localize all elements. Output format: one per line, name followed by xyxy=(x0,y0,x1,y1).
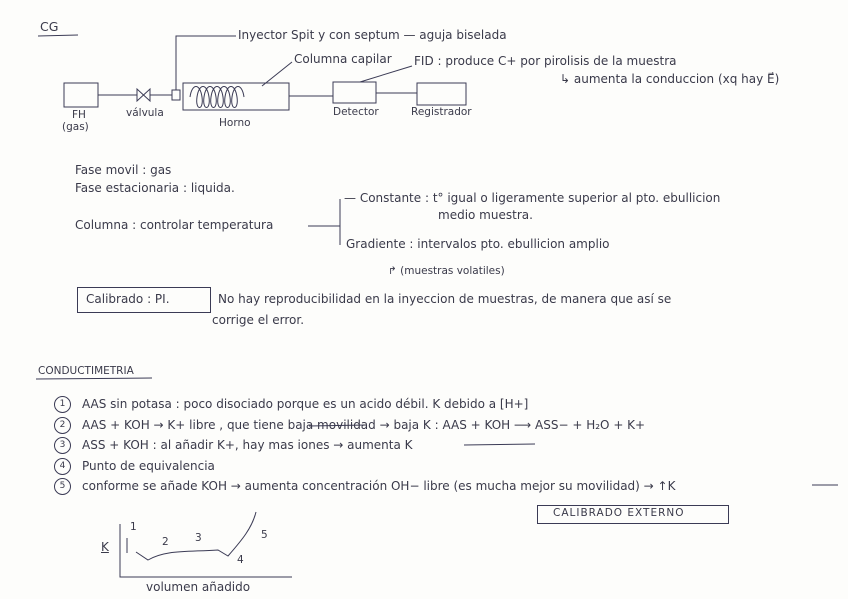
recorder-box xyxy=(417,83,466,105)
plot-xlabel: volumen añadido xyxy=(146,580,251,594)
fid-leader-line xyxy=(360,66,412,82)
item-4-text: Punto de equivalencia xyxy=(82,459,215,473)
item-2-number: 2 xyxy=(54,417,71,434)
fid-note-annotation: ↳ aumenta la conduccion (xq hay E⃗) xyxy=(560,72,780,86)
injector-annotation: Inyector Spit y con septum — aguja biselada xyxy=(238,28,507,42)
plot-marker-1: 1 xyxy=(130,521,137,533)
calibration-text-line2: corrige el error. xyxy=(212,313,305,327)
item-1-text: AAS sin potasa : poco disociado porque es un acido débil. K debido a [H+] xyxy=(82,397,529,411)
aumenta-k-underline xyxy=(464,444,535,445)
fid-annotation: FID : produce C+ por pirolisis de la muestra xyxy=(414,54,677,68)
cg-heading-underline xyxy=(38,35,78,36)
item-3-number: 3 xyxy=(54,437,71,454)
conductimetria-heading-underline xyxy=(36,378,152,379)
fh-box xyxy=(64,83,98,107)
detector-label: Detector xyxy=(333,106,379,118)
calibration-box-label: Calibrado : PI. xyxy=(86,292,170,306)
mobile-phase-text: Fase movil : gas xyxy=(75,163,172,177)
capillary-column-coil xyxy=(190,87,244,108)
plot-marker-3: 3 xyxy=(195,532,202,544)
calibration-text-line1: No hay reproducibilidad en la inyeccion de muestras, de manera que así se xyxy=(218,292,672,306)
plot-ylabel: K xyxy=(101,540,109,554)
plot-marker-2: 2 xyxy=(162,536,169,548)
column-annotation: Columna capilar xyxy=(294,52,392,66)
gradient-temperature-text: Gradiente : intervalos pto. ebullicion amplio xyxy=(346,237,610,251)
valve-icon xyxy=(137,89,150,101)
fh-label: FH xyxy=(72,109,86,121)
valve-label: válvula xyxy=(126,107,164,119)
volatile-samples-note: ↱ (muestras volatiles) xyxy=(388,265,505,277)
injector-icon xyxy=(172,90,180,100)
fh-gas-label: (gas) xyxy=(62,121,89,133)
conductimetria-heading: CONDUCTIMETRIA xyxy=(38,365,134,377)
stationary-phase-text: Fase estacionaria : liquida. xyxy=(75,181,235,195)
constant-temperature-cont: medio muestra. xyxy=(438,208,533,222)
injector-leader-line xyxy=(176,36,236,90)
recorder-label: Registrador xyxy=(411,106,472,118)
external-calibration-label: CALIBRADO EXTERNO xyxy=(553,507,685,519)
column-leader-line xyxy=(262,62,292,86)
item-5-number: 5 xyxy=(54,478,71,495)
item-3-text: ASS + KOH : al añadir K+, hay mas iones → aumenta K xyxy=(82,438,413,452)
item-1-number: 1 xyxy=(54,396,71,413)
detector-box xyxy=(333,82,376,103)
column-temperature-text: Columna : controlar temperatura xyxy=(75,218,274,232)
oven-label: Horno xyxy=(219,117,251,129)
plot-marker-4: 4 xyxy=(237,554,244,566)
cg-heading: CG xyxy=(40,19,59,34)
constant-temperature-text: — Constante : t° igual o ligeramente superior al pto. ebullicion xyxy=(344,191,721,205)
plot-marker-5: 5 xyxy=(261,529,268,541)
item-2-text: AAS + KOH → K+ libre , que tiene baja movilidad → baja K : AAS + KOH ⟶ ASS− + H₂O + K+ xyxy=(82,418,646,432)
item-4-number: 4 xyxy=(54,458,71,475)
item-5-text: conforme se añade KOH → aumenta concentración OH− libre (es mucha mejor su movilidad) → ↑K xyxy=(82,479,676,493)
